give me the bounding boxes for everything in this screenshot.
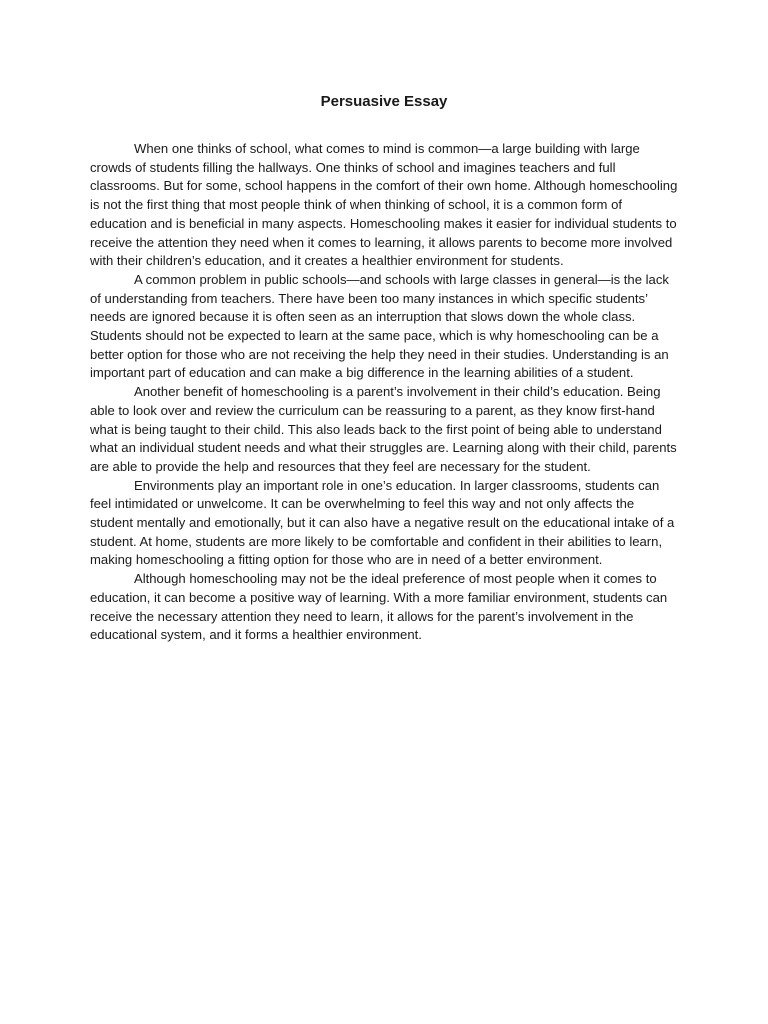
essay-paragraph-5: Although homeschooling may not be the ideal preference of most people when it comes to education, it can become a positive way of learning. With a more familiar environment, students can receive the necessary attention they need to learn, it allows for the parent’s involvement in the educational system, and it forms a healthier environment. [90, 571, 668, 643]
essay-paragraph-2: A common problem in public schools—and schools with large classes in general—is the lack of understanding from teachers. There have been too many instances in which specific students’ needs are ignored because it is often seen as an interruption that slows down the whole class. Students should not be expected to learn at the same pace, which is why homeschooling can be a better option for those who are not receiving the help they need in their studies. Understanding is an important part of education and can make a big difference in the learning abilities of a student. [90, 271, 669, 381]
essay-body [90, 140, 680, 645]
essay-paragraph-4: Environments play an important role in one’s education. In larger classrooms, students can feel intimidated or unwelcome. It can be overwhelming to feel this way and not only affects the student mentally and emotionally, but it can also have a negative result on the educational intake of a student. At home, students are more likely to be comfortable and confident in their abilities to learn, making homeschooling a fitting option for those who are in need of a better environment. [90, 477, 675, 568]
essay-paragraph-3: Another benefit of homeschooling is a parent’s involvement in their child’s education. Being able to look over and review the curriculum can be reassuring to a parent, as they know first-hand what is being taught to their child. This also leads back to the first point of being able to understand what an individual student needs and what their struggles are. Learning along with their child, parents are able to provide the help and resources that they feel are necessary for the student. [90, 384, 677, 474]
essay-title: Persuasive Essay [320, 93, 448, 110]
essay-paragraph-1: When one thinks of school, what comes to mind is common—a large building with large crowds of students filling the hallways. One thinks of school and imagines teachers and full classrooms. But for some, school happens in the comfort of their own home. Although homeschooling is not the first thing that most people think of when thinking of school, it is a common form of education and is beneficial in many aspects. Homeschooling makes it easier for individual students to receive the attention they need when it comes to learning, it allows parents to become more involved with their children’s education, and it creates a healthier environment for students. [90, 141, 678, 269]
